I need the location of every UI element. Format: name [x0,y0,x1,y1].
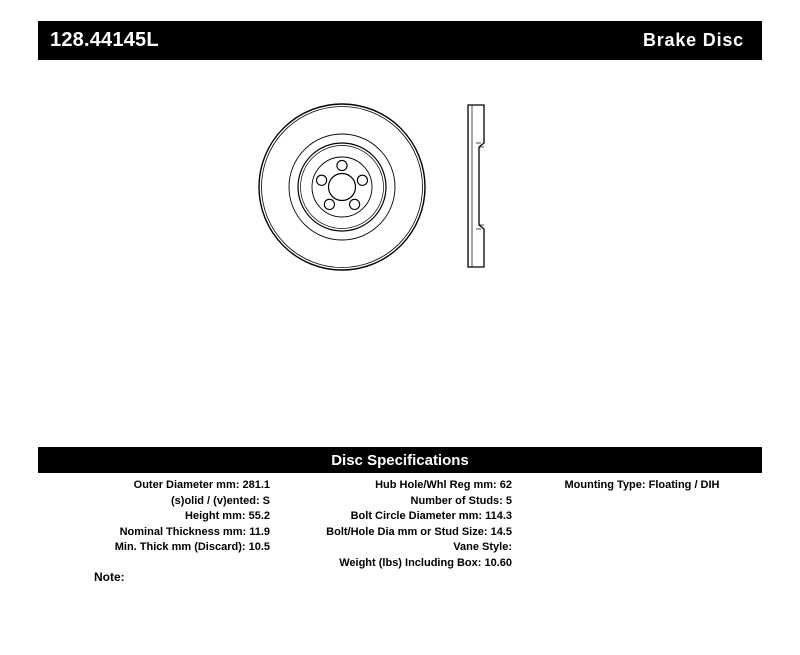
spec-item: Bolt/Hole Dia mm or Stud Size: 14.5 [326,525,512,538]
spec-title-bar [38,447,762,473]
spec-item: (s)olid / (v)ented: S [171,494,270,507]
rotor-section-view [468,105,484,267]
spec-item: Number of Studs: 5 [410,494,512,507]
product-drawing [250,95,550,280]
spec-section-title: Disc Specifications [331,451,469,469]
product-type-label: Brake Disc [642,30,744,50]
rotor-face-view [259,104,425,270]
spec-item: Nominal Thickness mm: 11.9 [119,525,270,538]
spec-item: Hub Hole/Whl Reg mm: 62 [375,479,512,491]
spec-column-middle [280,478,522,572]
spec-item: Mounting Type: Floating / DIH [564,479,720,491]
spec-item: Min. Thick mm (Discard): 10.5 [114,541,270,554]
spec-item: Bolt Circle Diameter mm: 114.3 [350,510,512,523]
spec-column-right [522,478,762,494]
spec-column-left [38,478,280,556]
spec-item: Height mm: 55.2 [185,510,270,523]
spec-columns [38,478,762,572]
note-label: Note: [94,570,125,584]
header-bar [38,21,762,60]
spec-item: Outer Diameter mm: 281.1 [133,479,270,491]
spec-item: Weight (lbs) Including Box: 10.60 [339,556,512,569]
rotor-drawing-svg [250,95,550,280]
part-number-label: 128.44145L [50,29,159,51]
spec-item: Vane Style: [453,541,512,554]
